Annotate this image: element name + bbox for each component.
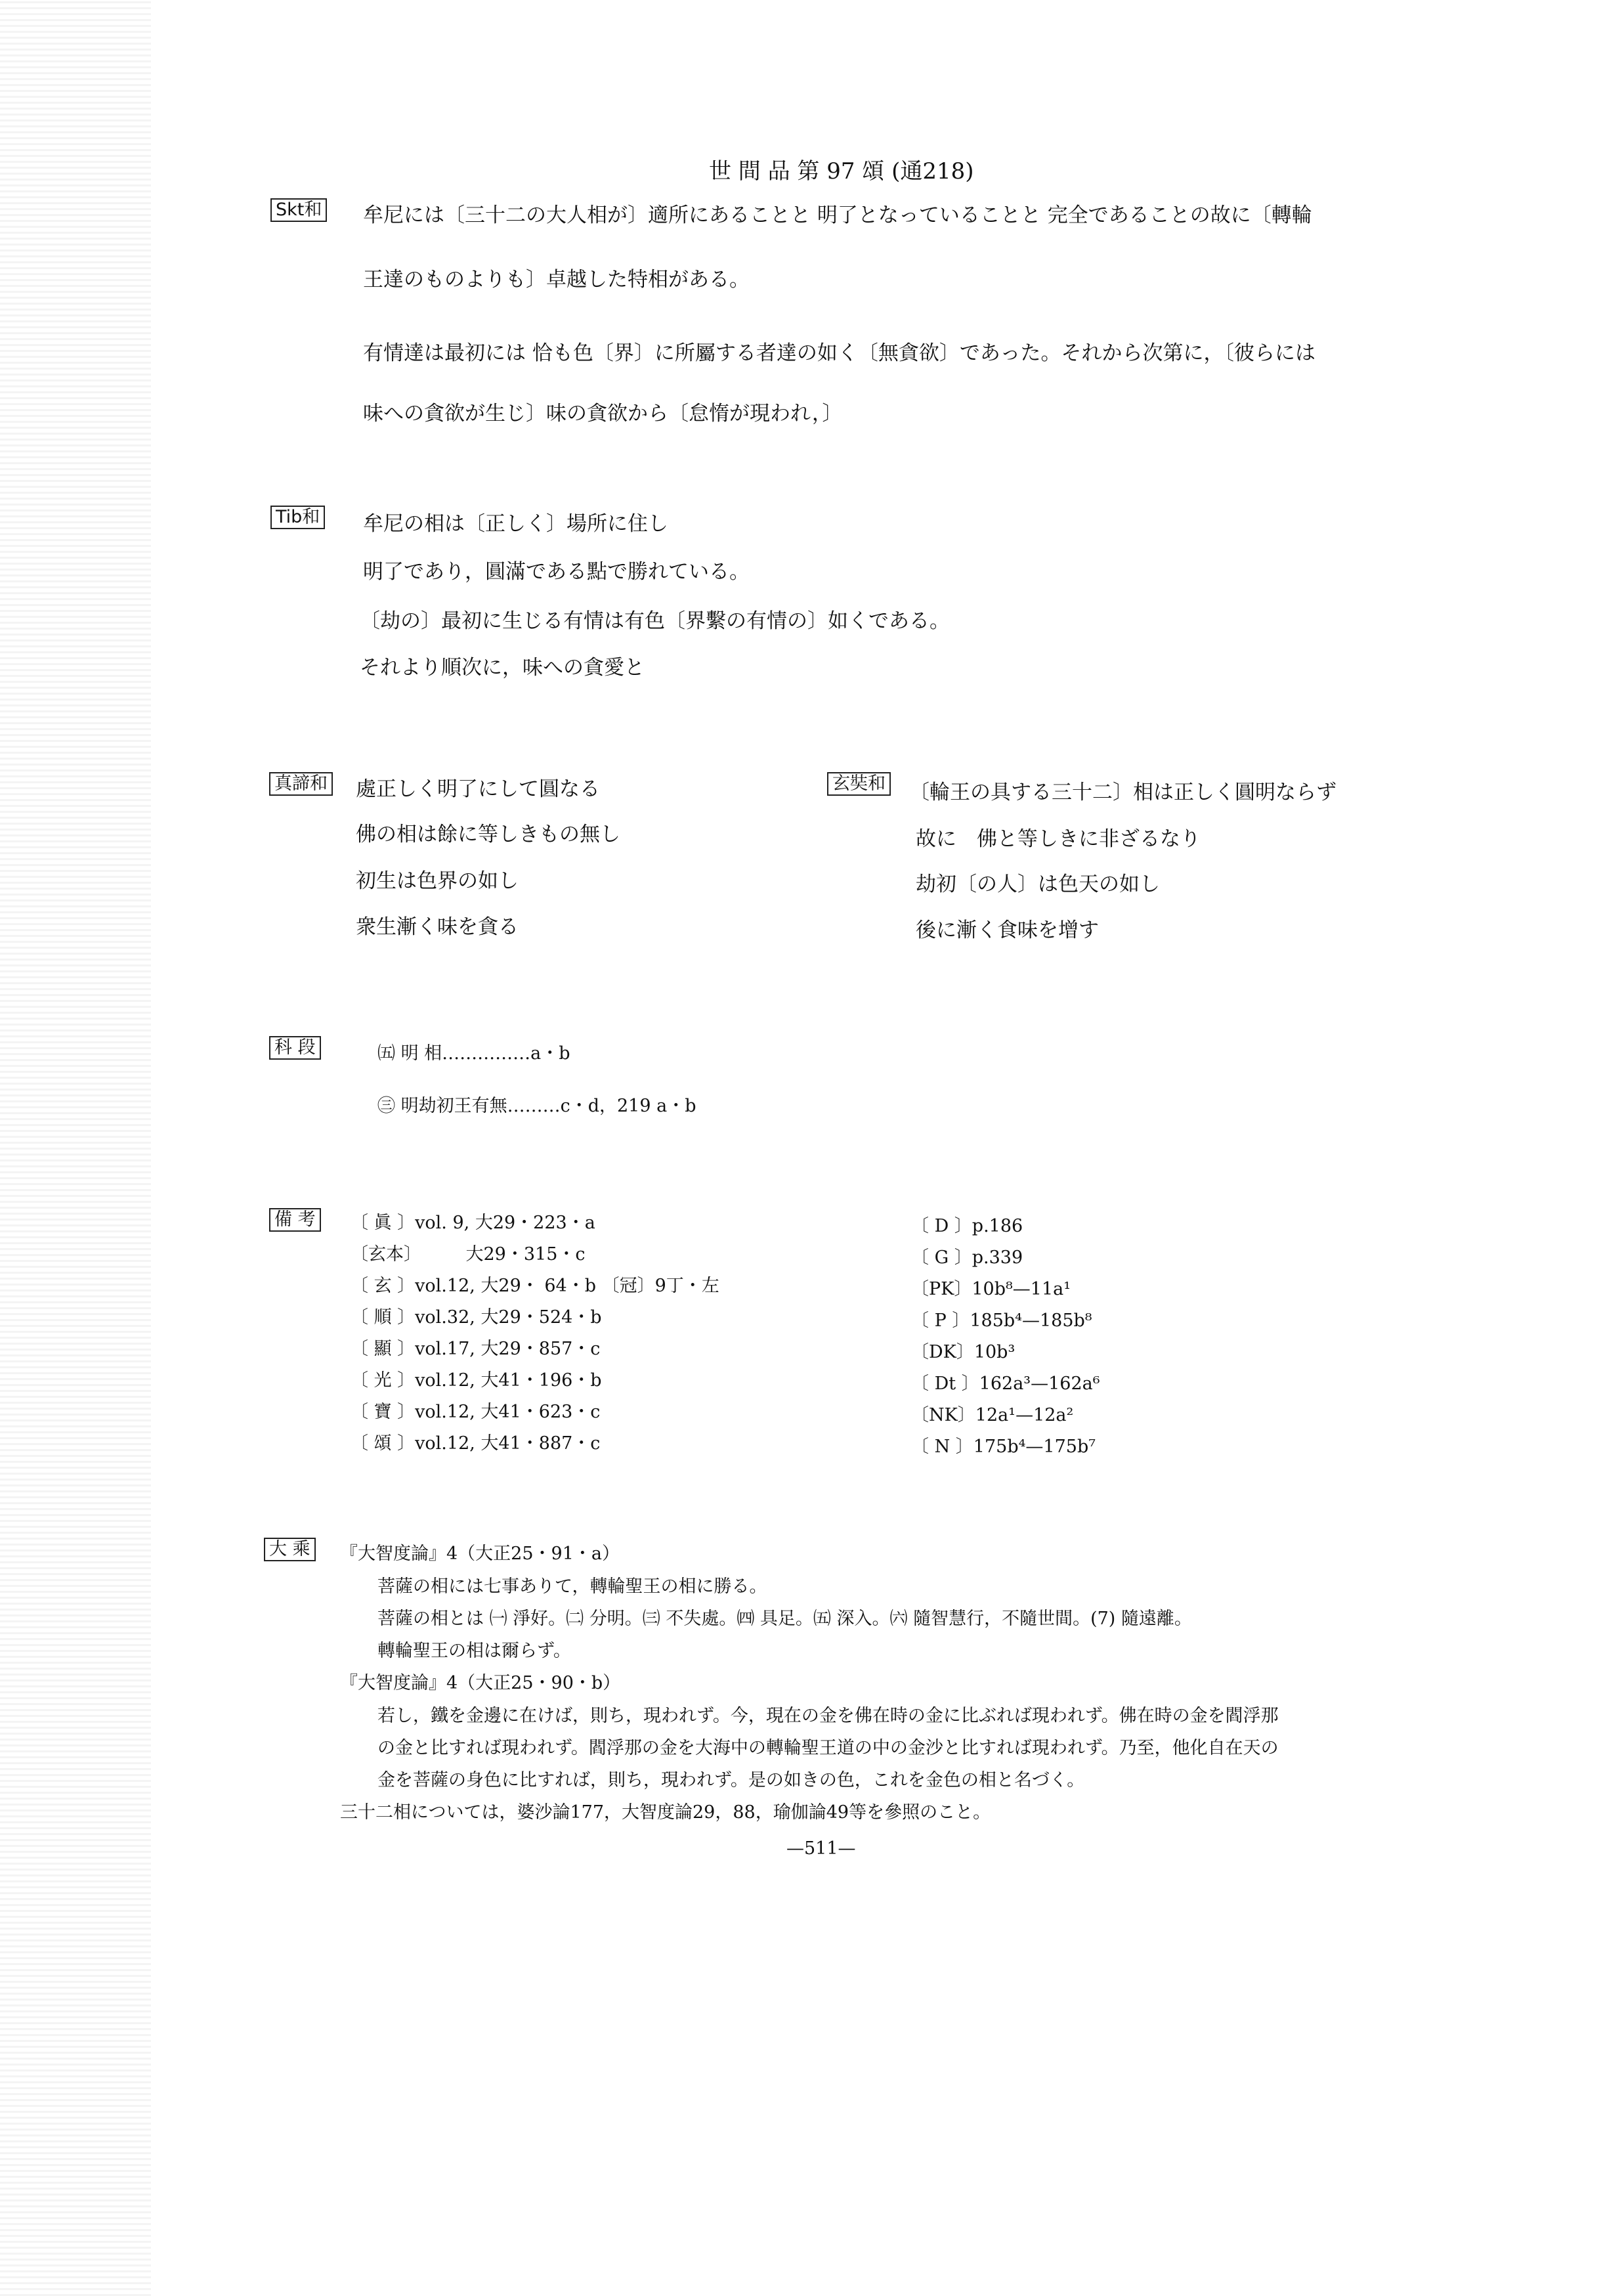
shintai-line-1: 處正しく明了にして圓なる (356, 777, 600, 801)
skt-line-2: 王達のものよりも〕卓越した特相がある。 (363, 268, 750, 292)
biko-left-7: 〔 寶 〕vol.12, 大41・623・c (351, 1402, 601, 1422)
biko-left-2: 〔玄本〕 大29・315・c (351, 1244, 586, 1265)
biko-right-1: 〔 D 〕p.186 (911, 1216, 1023, 1236)
daijo-tag: 大 乘 (264, 1538, 316, 1561)
daijo-line-3: 菩薩の相とは ㈠ 淨好。㈡ 分明。㈢ 不失處。㈣ 具足。㈤ 深入。㈥ 隨智慧行，不隨世間。(7) 隨遠離。 (377, 1609, 1192, 1629)
genjo-line-3: 劫初〔の人〕は色天の如し (916, 873, 1160, 896)
genjo-tag: 玄奘和 (827, 772, 891, 796)
daijo-line-6: 若し，鐵を金邊に在けば，則ち，現われず。今，現在の金を佛在時の金に比ぶれば現われず。佛在時の金を閻浮那 (377, 1706, 1279, 1726)
skt-line-1: 牟尼には〔三十二の大人相が〕適所にあることと 明了となっていることと 完全であることの故に〔轉輪 (363, 204, 1312, 227)
daijo-line-5: 『大智度論』4（大正25・90・b） (340, 1673, 621, 1693)
biko-left-8: 〔 頌 〕vol.12, 大41・887・c (351, 1433, 601, 1454)
biko-left-3: 〔 玄 〕vol.12, 大29・ 64・b 〔冠〕9丁・左 (351, 1276, 719, 1296)
biko-right-4: 〔 P 〕185b⁴—185b⁸ (911, 1310, 1092, 1331)
genjo-line-2: 故に 佛と等しきに非ざるなり (916, 827, 1201, 851)
skt-tag: Skt和 (270, 198, 327, 222)
kadan-line-1: ㈤ 明 相……………a・b (377, 1043, 570, 1064)
biko-right-7: 〔NK〕12a¹—12a² (911, 1405, 1074, 1425)
biko-left-5: 〔 顯 〕vol.17, 大29・857・c (351, 1339, 601, 1359)
biko-right-8: 〔 N 〕175b⁴—175b⁷ (911, 1437, 1096, 1457)
genjo-line-1: 〔輪王の具する三十二〕相は正しく圓明ならず (909, 781, 1336, 804)
tib-tag: Tib和 (270, 506, 325, 529)
tib-line-3: 〔劫の〕最初に生じる有情は有色〔界繫の有情の〕如くである。 (360, 609, 950, 633)
biko-left-4: 〔 順 〕vol.32, 大29・524・b (351, 1307, 602, 1328)
biko-right-6: 〔 Dt 〕162a³—162a⁶ (911, 1374, 1100, 1394)
daijo-line-7: の金と比すれば現われず。閻浮那の金を大海中の轉輪聖王道の中の金沙と比すれば現われず。乃至，他化自在天の (377, 1738, 1279, 1758)
biko-left-1: 〔 眞 〕vol. 9, 大29・223・a (351, 1213, 595, 1233)
daijo-line-1: 『大智度論』4（大正25・91・a） (340, 1544, 620, 1564)
biko-left-6: 〔 光 〕vol.12, 大41・196・b (351, 1370, 602, 1391)
scan-edge-shading (0, 0, 151, 2296)
daijo-line-2: 菩薩の相には七事ありて，轉輪聖王の相に勝る。 (377, 1576, 767, 1597)
daijo-line-8: 金を菩薩の身色に比すれば，則ち，現われず。是の如きの色，これを金色の相と名づく。 (377, 1770, 1085, 1790)
daijo-line-9: 三十二相については，婆沙論177，大智度論29，88，瑜伽論49等を參照のこと。 (340, 1802, 991, 1823)
genjo-line-4: 後に漸く食味を增す (916, 919, 1099, 942)
skt-line-3: 有情達は最初には 恰も色〔界〕に所屬する者達の如く〔無貪欲〕であった。それから次第に，〔彼らには (363, 341, 1316, 365)
tib-line-1: 牟尼の相は〔正しく〕場所に住し (363, 512, 668, 536)
shintai-line-3: 初生は色界の如し (356, 869, 519, 893)
shintai-tag: 真諦和 (269, 772, 333, 796)
page-title: 世 間 品 第 97 頌 (通218) (709, 158, 974, 184)
biko-right-2: 〔 G 〕p.339 (911, 1247, 1023, 1268)
biko-tag: 備 考 (269, 1208, 321, 1232)
biko-right-5: 〔DK〕10b³ (911, 1342, 1015, 1362)
kadan-line-2: ㊂ 明劫初王有無………c・d，219 a・b (377, 1096, 696, 1116)
tib-line-2: 明了であり，圓滿である點で勝れている。 (363, 560, 750, 584)
kadan-tag: 科 段 (269, 1036, 321, 1060)
skt-line-4: 味への貪欲が生じ〕味の貪欲から〔怠惰が現われ，〕 (363, 402, 843, 425)
shintai-line-2: 佛の相は餘に等しきもの無し (356, 823, 620, 846)
shintai-line-4: 衆生漸く味を貪る (356, 915, 519, 939)
biko-right-3: 〔PK〕10b⁸—11a¹ (911, 1279, 1071, 1299)
daijo-line-4: 轉輪聖王の相は爾らず。 (377, 1641, 571, 1661)
tib-line-4: それより順次に，味への貪愛と (360, 656, 645, 680)
page-number: —511— (786, 1838, 856, 1859)
